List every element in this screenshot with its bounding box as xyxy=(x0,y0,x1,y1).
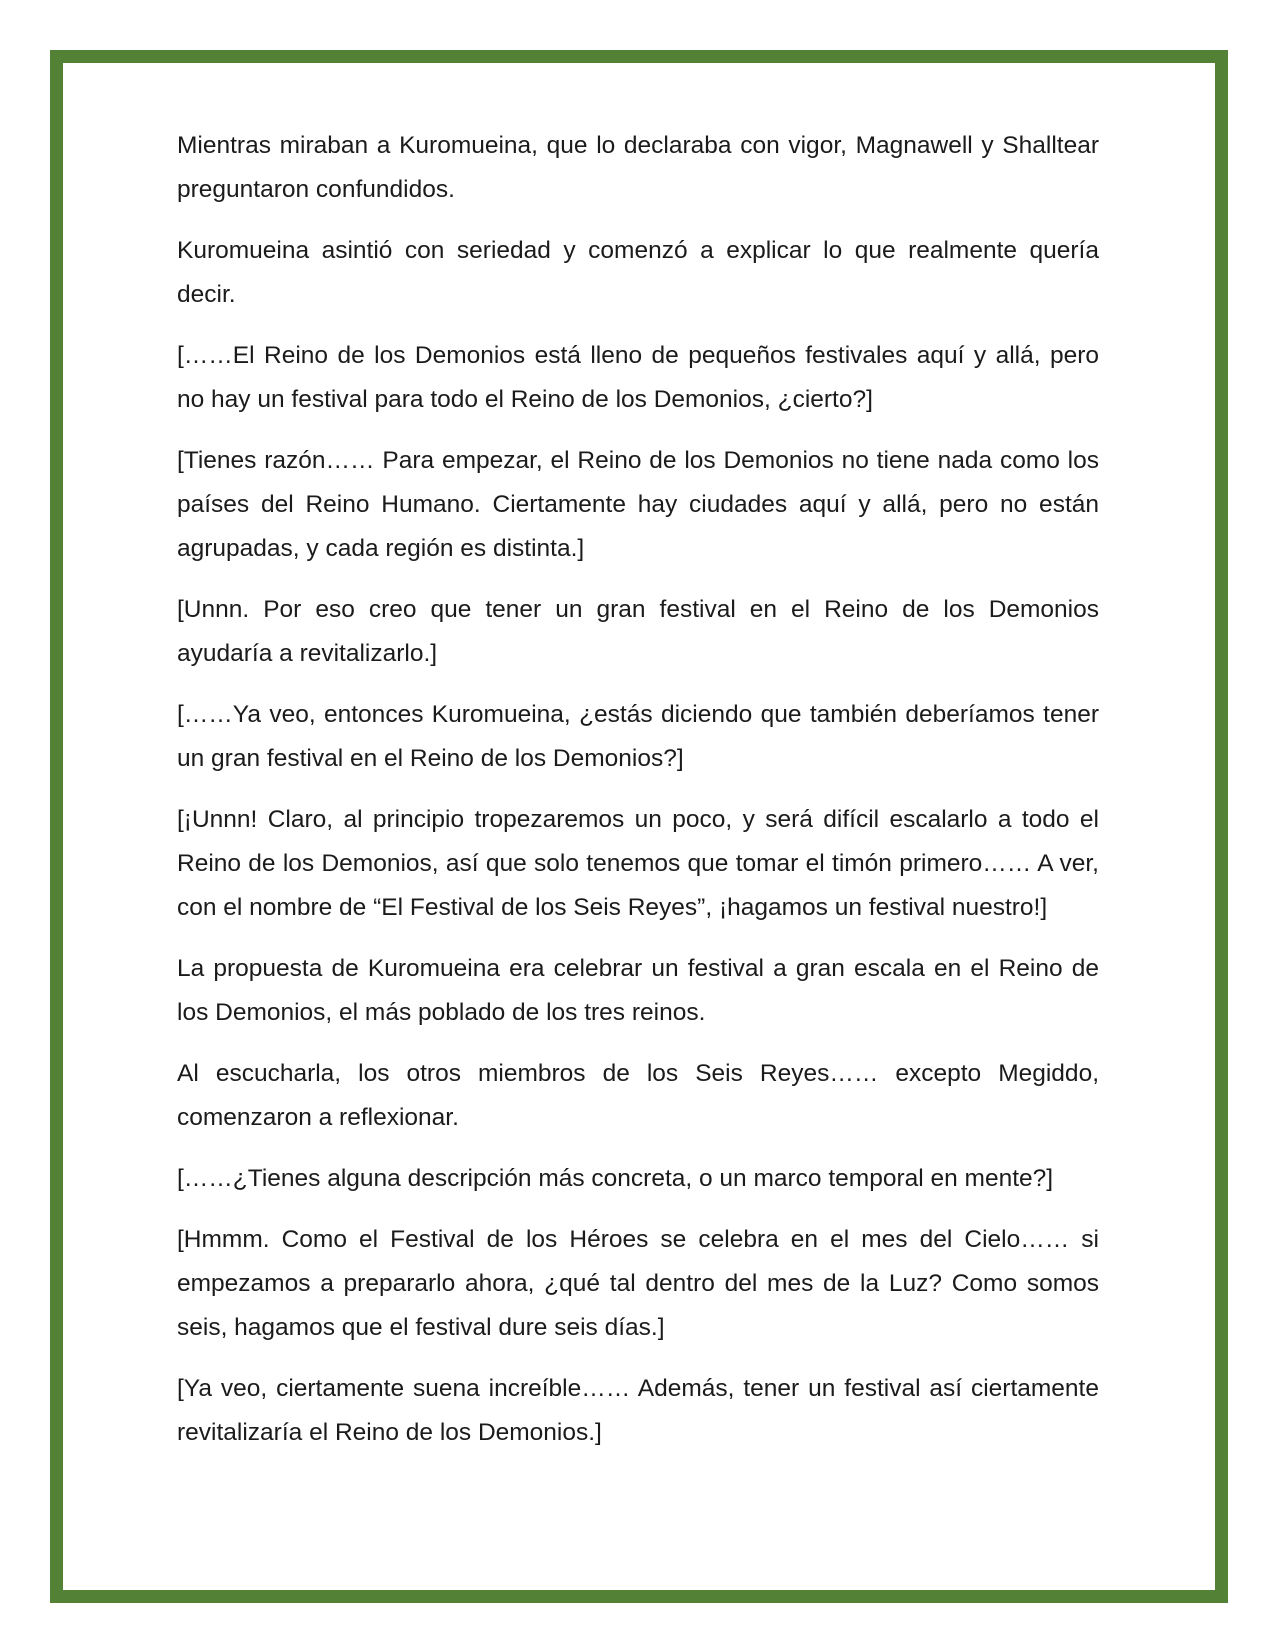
paragraph: [……Ya veo, entonces Kuromueina, ¿estás diciendo que también deberíamos tener un gran festival en el Reino de los Demonios?] xyxy=(177,701,1099,772)
paragraph: [……¿Tienes alguna descripción más concreta, o un marco temporal en mente?] xyxy=(177,1165,1054,1192)
paragraph: [Tienes razón…… Para empezar, el Reino de los Demonios no tiene nada como los países del Reino Humano. Ciertamente hay ciudades aquí y allá, pero no están agrupadas, y cada región es distinta.] xyxy=(177,447,1099,562)
paragraph: [Unnn. Por eso creo que tener un gran festival en el Reino de los Demonios ayudaría a revitalizarlo.] xyxy=(177,596,1099,667)
paragraph: La propuesta de Kuromueina era celebrar un festival a gran escala en el Reino de los Demonios, el más poblado de los tres reinos. xyxy=(177,955,1099,1026)
paragraph: [¡Unnn! Claro, al principio tropezaremos un poco, y será difícil escalarlo a todo el Reino de los Demonios, así que solo tenemos que tomar el timón primero…… A ver, con el nombre de “El Festival de los Seis Reyes”, ¡hagamos un festival nuestro!] xyxy=(177,806,1099,921)
paragraph: [Ya veo, ciertamente suena increíble…… Además, tener un festival así ciertamente revitalizaría el Reino de los Demonios.] xyxy=(177,1375,1099,1446)
paragraph: [……El Reino de los Demonios está lleno de pequeños festivales aquí y allá, pero no hay un festival para todo el Reino de los Demonios, ¿cierto?] xyxy=(177,342,1099,413)
paragraph: Al escucharla, los otros miembros de los Seis Reyes…… excepto Megiddo, comenzaron a reflexionar. xyxy=(177,1060,1099,1131)
paragraph: [Hmmm. Como el Festival de los Héroes se celebra en el mes del Cielo…… si empezamos a prepararlo ahora, ¿qué tal dentro del mes de la Luz? Como somos seis, hagamos que el festival dure seis días.] xyxy=(177,1226,1099,1341)
document-body xyxy=(177,124,1099,1472)
paragraph: Mientras miraban a Kuromueina, que lo declaraba con vigor, Magnawell y Shalltear preguntaron confundidos. xyxy=(177,132,1099,203)
paragraph: Kuromueina asintió con seriedad y comenzó a explicar lo que realmente quería decir. xyxy=(177,237,1099,308)
